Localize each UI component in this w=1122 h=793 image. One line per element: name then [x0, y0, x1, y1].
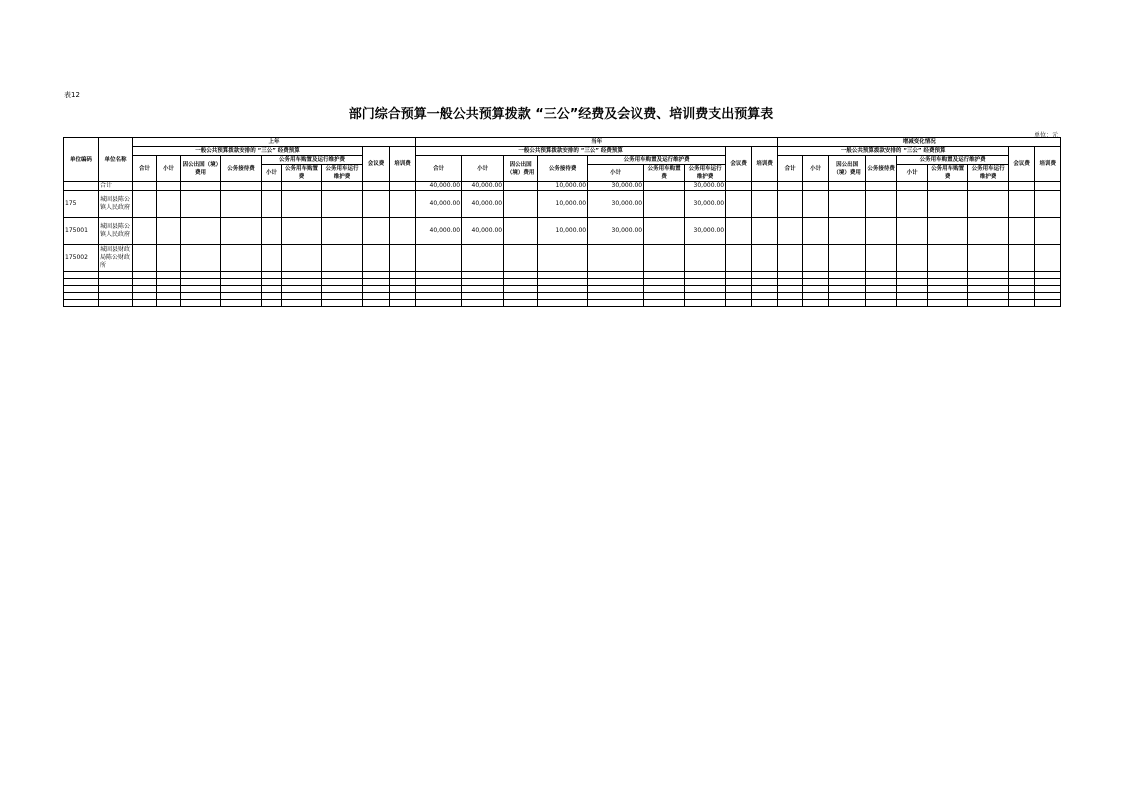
header-vehicle-purchase: 公务用车购置费	[282, 165, 322, 182]
header-training: 培训费	[752, 147, 778, 182]
header-training: 培训费	[1035, 147, 1061, 182]
cell-unit-code	[64, 182, 99, 191]
cell-unit-code: 175001	[64, 218, 99, 245]
table-row	[64, 191, 1061, 218]
cell-curr-vehicle-operation: 30,000.00	[685, 191, 726, 218]
empty-row	[64, 286, 1061, 293]
cell-curr-vehicle-subtotal: 30,000.00	[588, 182, 644, 191]
cell-curr-reception: 10,000.00	[538, 218, 588, 245]
header-row-3	[64, 156, 1061, 165]
header-reception: 公务接待费	[221, 156, 262, 182]
empty-row	[64, 279, 1061, 286]
header-unit-name: 单位名称	[99, 138, 133, 182]
header-abroad: 因公出国（境）费用	[829, 156, 866, 182]
header-meeting: 会议费	[726, 147, 752, 182]
header-meeting: 会议费	[363, 147, 390, 182]
cell-curr-subtotal: 40,000.00	[462, 191, 504, 218]
header-abroad: 因公出国（境）费用	[181, 156, 221, 182]
header-change: 增减变化情况	[778, 138, 1061, 147]
header-sangong: 一般公共预算拨款安排的 “三公” 经费预算	[133, 147, 363, 156]
empty-row	[64, 293, 1061, 300]
empty-row	[64, 272, 1061, 279]
header-vehicle: 公务用车购置及运行维护费	[897, 156, 1009, 165]
cell-curr-total: 40,000.00	[416, 191, 462, 218]
cell-curr-reception: 10,000.00	[538, 182, 588, 191]
cell-curr-vehicle-subtotal: 30,000.00	[588, 218, 644, 245]
cell-unit-name: 合计	[99, 182, 133, 191]
header-abroad: 因公出国（境）费用	[504, 156, 538, 182]
empty-row	[64, 300, 1061, 307]
header-meeting: 会议费	[1009, 147, 1035, 182]
header-sangong: 一般公共预算拨款安排的 “三公” 经费预算	[778, 147, 1009, 156]
cell-curr-vehicle-operation: 30,000.00	[685, 182, 726, 191]
header-vehicle-purchase: 公务用车购置费	[928, 165, 968, 182]
header-vehicle: 公务用车购置及运行维护费	[588, 156, 726, 165]
cell-curr-subtotal: 40,000.00	[462, 218, 504, 245]
header-row-1	[64, 138, 1061, 147]
header-vehicle: 公务用车购置及运行维护费	[262, 156, 363, 165]
header-subtotal: 小计	[803, 156, 829, 182]
header-vehicle-purchase: 公务用车购置费	[644, 165, 685, 182]
header-total: 合计	[133, 156, 157, 182]
header-curr-year: 当年	[416, 138, 778, 147]
header-row-2	[64, 147, 1061, 156]
header-vehicle-subtotal: 小计	[262, 165, 282, 182]
header-reception: 公务接待费	[538, 156, 588, 182]
cell-curr-reception: 10,000.00	[538, 191, 588, 218]
header-vehicle-subtotal: 小计	[897, 165, 928, 182]
table-row	[64, 218, 1061, 245]
header-vehicle-operation: 公务用车运行维护费	[968, 165, 1009, 182]
cell-unit-code: 175	[64, 191, 99, 218]
cell-curr-total: 40,000.00	[416, 218, 462, 245]
cell-curr-total: 40,000.00	[416, 182, 462, 191]
header-subtotal: 小计	[157, 156, 181, 182]
cell-curr-subtotal: 40,000.00	[462, 182, 504, 191]
header-unit-code: 单位编码	[64, 138, 99, 182]
header-vehicle-operation: 公务用车运行维护费	[322, 165, 363, 182]
header-total: 合计	[416, 156, 462, 182]
header-subtotal: 小计	[462, 156, 504, 182]
table-row	[64, 245, 1061, 272]
header-total: 合计	[778, 156, 803, 182]
header-sangong: 一般公共预算拨款安排的 “三公” 经费预算	[416, 147, 726, 156]
table-row	[64, 182, 1061, 191]
table-number: 表12	[64, 91, 80, 99]
cell-unit-name: 城固县陈公镇人民政府	[99, 218, 133, 245]
header-training: 培训费	[390, 147, 416, 182]
header-reception: 公务接待费	[866, 156, 897, 182]
page-title: 部门综合预算一般公共预算拨款 “三公”经费及会议费、培训费支出预算表	[348, 107, 774, 122]
cell-unit-name: 城固县财政局陈公财政所	[99, 245, 133, 272]
header-vehicle-operation: 公务用车运行维护费	[685, 165, 726, 182]
cell-unit-code: 175002	[64, 245, 99, 272]
unit-label: 单位：元	[1033, 132, 1058, 139]
header-prev-year: 上年	[133, 138, 416, 147]
cell-unit-name: 城固县陈公镇人民政府	[99, 191, 133, 218]
budget-table	[63, 137, 1061, 307]
cell-curr-vehicle-subtotal: 30,000.00	[588, 191, 644, 218]
cell-curr-vehicle-operation: 30,000.00	[685, 218, 726, 245]
header-vehicle-subtotal: 小计	[588, 165, 644, 182]
